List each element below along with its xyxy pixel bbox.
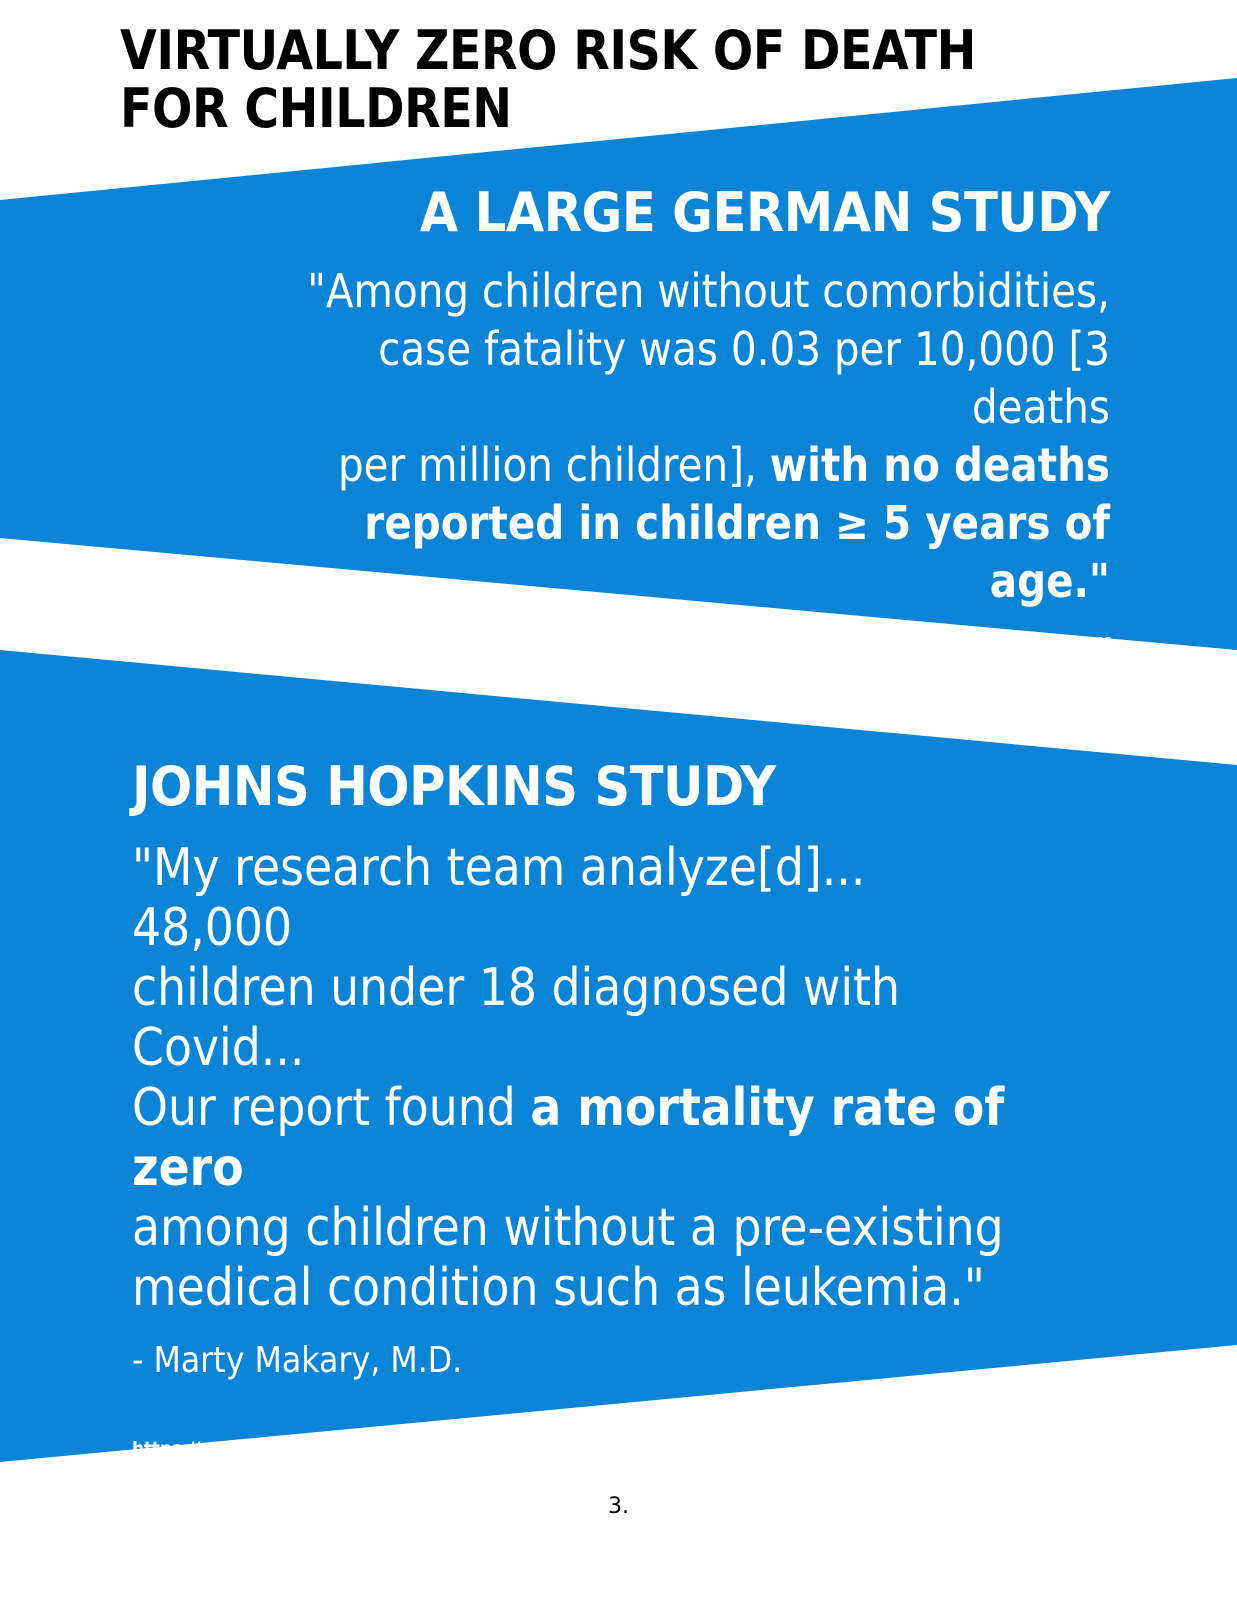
german-quote-line3-bold: with no deaths bbox=[769, 438, 1110, 492]
johns-hopkins-heading: JOHNS HOPKINS STUDY bbox=[132, 755, 776, 818]
hopkins-quote-line4: among children without a pre-existing bbox=[132, 1198, 1004, 1258]
page-title-line1: VIRTUALLY ZERO RISK OF DEATH bbox=[120, 19, 976, 82]
german-study-section bbox=[140, 180, 1110, 658]
hopkins-quote-line3-bold: a mortality rate of zero bbox=[132, 1078, 1005, 1198]
johns-hopkins-section bbox=[132, 752, 1132, 1488]
hopkins-url-line1: https://www.wsj.com/articles/cdc-covid-19-coronavirus-vaccine-side-effects bbox=[132, 1438, 841, 1460]
hopkins-quote-line1: "My research team analyze[d]... 48,000 bbox=[132, 838, 866, 958]
german-quote-line3: per million children], bbox=[337, 438, 770, 492]
german-quote-line4-bold: reported in children ≥ 5 years of age." bbox=[364, 496, 1110, 608]
german-quote-line2: case fatality was 0.03 per 10,000 [3 deaths bbox=[378, 322, 1111, 434]
hopkins-quote-line3: Our report found bbox=[132, 1078, 531, 1138]
hopkins-source-link[interactable] bbox=[132, 1436, 906, 1488]
german-study-heading: A LARGE GERMAN STUDY bbox=[419, 181, 1110, 244]
page-title bbox=[120, 19, 1000, 140]
johns-hopkins-quote bbox=[132, 838, 1012, 1318]
hopkins-quote-line5: medical condition such as leukemia." bbox=[132, 1258, 985, 1318]
hopkins-attribution: - Marty Makary, M.D. bbox=[132, 1340, 463, 1381]
german-quote-line1: "Among children without comorbidities, bbox=[307, 264, 1110, 318]
hopkins-quote-line2: children under 18 diagnosed with Covid... bbox=[132, 958, 901, 1078]
german-study-source-link[interactable]: https://www.medrxiv.org/content/10.1101/2021.11.30.21267048v1.full.pdf bbox=[410, 634, 1110, 656]
page-number: 3. bbox=[608, 1494, 629, 1519]
german-study-quote bbox=[256, 262, 1110, 610]
hopkins-url-line2: hospitalization-kids-11626706868 bbox=[132, 1464, 452, 1486]
page-title-line2: FOR CHILDREN bbox=[120, 77, 512, 140]
